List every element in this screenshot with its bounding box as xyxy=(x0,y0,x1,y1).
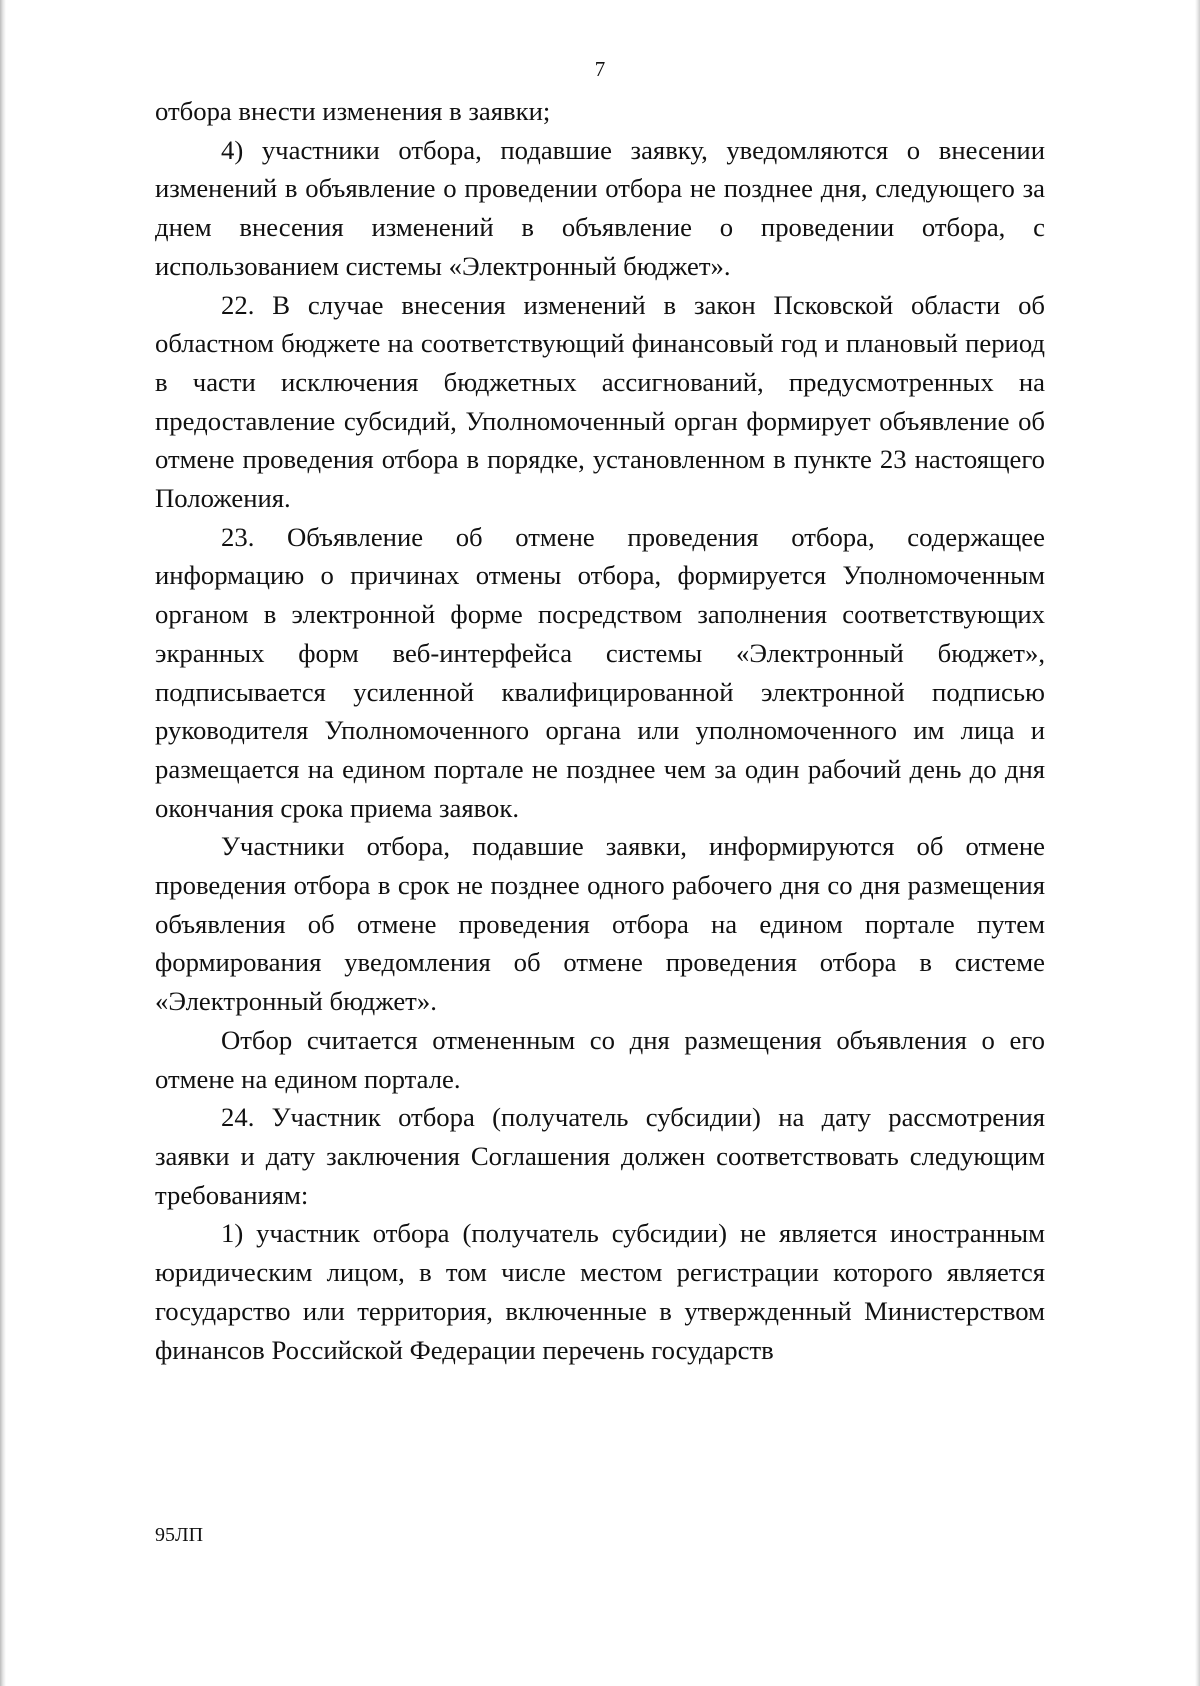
scan-edge-right xyxy=(1195,0,1200,1686)
paragraph-participants-informed: Участники отбора, подавшие заявки, информируются об отмене проведения отбора в срок не позднее одного рабочего дня со дня размещения объявления об отмене проведения отбора на едином портале путем формирования уведомления об отмене проведения отбора в системе «Электронный бюджет». xyxy=(155,831,1045,1017)
paragraph-selection-cancelled: Отбор считается отмененным со дня размещения объявления о его отмене на едином портале. xyxy=(155,1024,1045,1094)
paragraph-continuation: отбора внести изменения в заявки; xyxy=(155,96,551,126)
paragraph-point-24: 24. Участник отбора (получатель субсидии) на дату рассмотрения заявки и дату заключения Соглашения должен соответствовать следующим требованиям: xyxy=(155,1102,1045,1210)
page-number: 7 xyxy=(594,57,606,81)
paragraph-point-22: 22. В случае внесения изменений в закон Псковской области об областном бюджете на соответствующий финансовый год и плановый период в части исключения бюджетных ассигнований, предусмотренных на предоставление субсидий, Уполномоченный орган формирует объявление об отмене проведения отбора в порядке, установленном в пункте 23 настоящего Положения. xyxy=(155,289,1045,514)
document-body xyxy=(155,92,1045,1369)
document-code: 95ЛП xyxy=(155,1524,204,1546)
paragraph-item-4: 4) участники отбора, подавшие заявку, уведомляются о внесении изменений в объявление о проведении отбора не позднее дня, следующего за днем внесения изменений в объявление о проведении отбора, с использованием системы «Электронный бюджет». xyxy=(155,134,1045,281)
paragraph-requirement-1: 1) участник отбора (получатель субсидии) не является иностранным юридическим лицом, в том числе местом регистрации которого является государство или территория, включенные в утвержденный Министерством финансов Российской Федерации перечень государств xyxy=(155,1218,1045,1365)
paragraph-point-23: 23. Объявление об отмене проведения отбора, содержащее информацию о причинах отмены отбора, формируется Уполномоченным органом в электронной форме посредством заполнения соответствующих экранных форм веб-интерфейса системы «Электронный бюджет», подписывается усиленной квалифицированной электронной подписью руководителя Уполномоченного органа или уполномоченного им лица и размещается на едином портале не позднее чем за один рабочий день до дня окончания срока приема заявок. xyxy=(155,521,1045,823)
scan-edge-left xyxy=(0,0,6,1686)
